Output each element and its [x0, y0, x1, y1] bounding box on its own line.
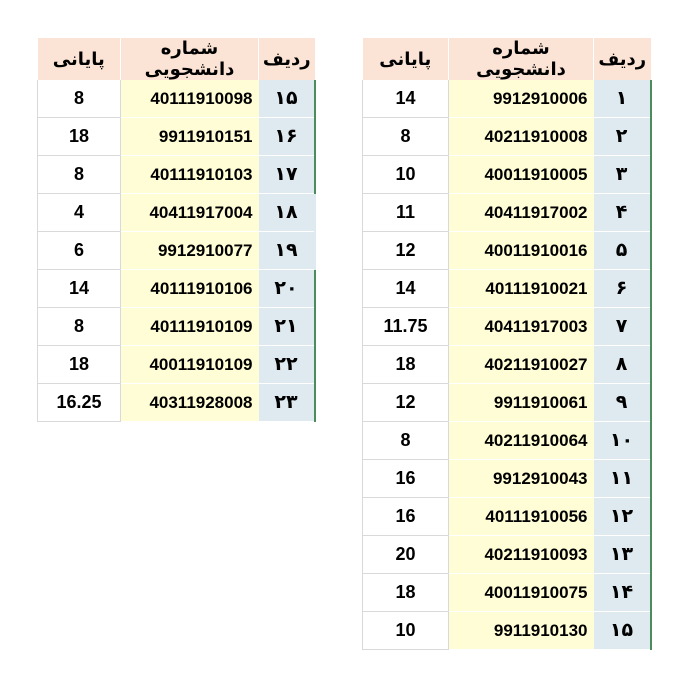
- header-row: [363, 38, 651, 80]
- student-id-cell: 9911910130: [449, 612, 594, 650]
- table-row: [363, 460, 651, 498]
- student-id-cell: 40111910098: [121, 80, 259, 118]
- student-id-cell: 40011910005: [449, 156, 594, 194]
- row-number-cell: ۱۵: [259, 80, 315, 118]
- row-number-cell: ۵: [594, 232, 651, 270]
- student-id-cell: 9911910061: [449, 384, 594, 422]
- score-cell: 14: [363, 80, 449, 118]
- student-id-cell: 40111910103: [121, 156, 259, 194]
- score-cell: 8: [38, 80, 121, 118]
- table-row: [363, 270, 651, 308]
- table-row: [363, 422, 651, 460]
- score-cell: 16: [363, 460, 449, 498]
- student-id-cell: 40211910093: [449, 536, 594, 574]
- score-cell: 20: [363, 536, 449, 574]
- score-cell: 12: [363, 384, 449, 422]
- score-cell: 18: [38, 346, 121, 384]
- row-number-cell: ۲۲: [259, 346, 315, 384]
- row-number-cell: ۲: [594, 118, 651, 156]
- student-id-cell: 40411917003: [449, 308, 594, 346]
- row-number-cell: ۱۶: [259, 118, 315, 156]
- table-row: [363, 194, 651, 232]
- student-id-cell: 40011910109: [121, 346, 259, 384]
- row-number-cell: ۸: [594, 346, 651, 384]
- student-id-cell: 9912910043: [449, 460, 594, 498]
- table-row: [363, 308, 651, 346]
- table-row: [363, 536, 651, 574]
- student-id-cell: 40111910021: [449, 270, 594, 308]
- table-row: [38, 270, 315, 308]
- student-id-cell: 9912910006: [449, 80, 594, 118]
- table-row: [38, 232, 315, 270]
- score-cell: 10: [363, 612, 449, 650]
- student-id-cell: 40011910016: [449, 232, 594, 270]
- table-row: [363, 118, 651, 156]
- student-id-cell: 9912910077: [121, 232, 259, 270]
- score-cell: 14: [38, 270, 121, 308]
- score-cell: 14: [363, 270, 449, 308]
- table-row: [38, 118, 315, 156]
- score-cell: 8: [38, 156, 121, 194]
- row-number-cell: ۱۷: [259, 156, 315, 194]
- row-number-cell: ۱۴: [594, 574, 651, 612]
- score-cell: 8: [38, 308, 121, 346]
- score-cell: 16.25: [38, 384, 121, 422]
- score-cell: 8: [363, 422, 449, 460]
- grades-table-right: [362, 38, 652, 650]
- table-row: [363, 498, 651, 536]
- header-row-number: ردیف: [594, 38, 651, 80]
- row-number-cell: ۱۲: [594, 498, 651, 536]
- row-number-cell: ۹: [594, 384, 651, 422]
- score-cell: 18: [38, 118, 121, 156]
- student-id-cell: 40211910027: [449, 346, 594, 384]
- student-id-cell: 40111910056: [449, 498, 594, 536]
- score-cell: 4: [38, 194, 121, 232]
- score-cell: 12: [363, 232, 449, 270]
- header-score: پایانی: [363, 38, 449, 80]
- row-number-cell: ۳: [594, 156, 651, 194]
- row-number-cell: ۷: [594, 308, 651, 346]
- row-number-cell: ۱۹: [259, 232, 315, 270]
- row-number-cell: ۱۸: [259, 194, 315, 232]
- score-cell: 18: [363, 574, 449, 612]
- score-cell: 8: [363, 118, 449, 156]
- header-row: [38, 38, 315, 80]
- table-row: [363, 346, 651, 384]
- score-cell: 16: [363, 498, 449, 536]
- row-number-cell: ۱۵: [594, 612, 651, 650]
- score-cell: 11.75: [363, 308, 449, 346]
- table-row: [363, 156, 651, 194]
- score-cell: 18: [363, 346, 449, 384]
- table-row: [38, 384, 315, 422]
- table-row: [363, 384, 651, 422]
- row-number-cell: ۲۰: [259, 270, 315, 308]
- student-id-cell: 40411917004: [121, 194, 259, 232]
- table-row: [38, 156, 315, 194]
- row-number-cell: ۱۱: [594, 460, 651, 498]
- header-row-number: ردیف: [259, 38, 315, 80]
- row-number-cell: ۲۳: [259, 384, 315, 422]
- score-cell: 6: [38, 232, 121, 270]
- student-id-cell: 9911910151: [121, 118, 259, 156]
- row-number-cell: ۴: [594, 194, 651, 232]
- table-row: [363, 574, 651, 612]
- student-id-cell: 40211910064: [449, 422, 594, 460]
- header-student-id: شماره دانشجویی: [121, 38, 259, 80]
- table-row: [363, 80, 651, 118]
- table-row: [38, 194, 315, 232]
- grades-table-left: [37, 38, 316, 422]
- student-id-cell: 40311928008: [121, 384, 259, 422]
- table-row: [38, 80, 315, 118]
- row-number-cell: ۱۰: [594, 422, 651, 460]
- table-row: [38, 308, 315, 346]
- row-number-cell: ۱۳: [594, 536, 651, 574]
- score-cell: 11: [363, 194, 449, 232]
- table-row: [38, 346, 315, 384]
- header-student-id: شماره دانشجویی: [449, 38, 594, 80]
- row-number-cell: ۲۱: [259, 308, 315, 346]
- student-id-cell: 40011910075: [449, 574, 594, 612]
- row-number-cell: ۱: [594, 80, 651, 118]
- header-score: پایانی: [38, 38, 121, 80]
- student-id-cell: 40111910106: [121, 270, 259, 308]
- student-id-cell: 40411917002: [449, 194, 594, 232]
- student-id-cell: 40111910109: [121, 308, 259, 346]
- row-number-cell: ۶: [594, 270, 651, 308]
- table-row: [363, 232, 651, 270]
- student-id-cell: 40211910008: [449, 118, 594, 156]
- table-row: [363, 612, 651, 650]
- score-cell: 10: [363, 156, 449, 194]
